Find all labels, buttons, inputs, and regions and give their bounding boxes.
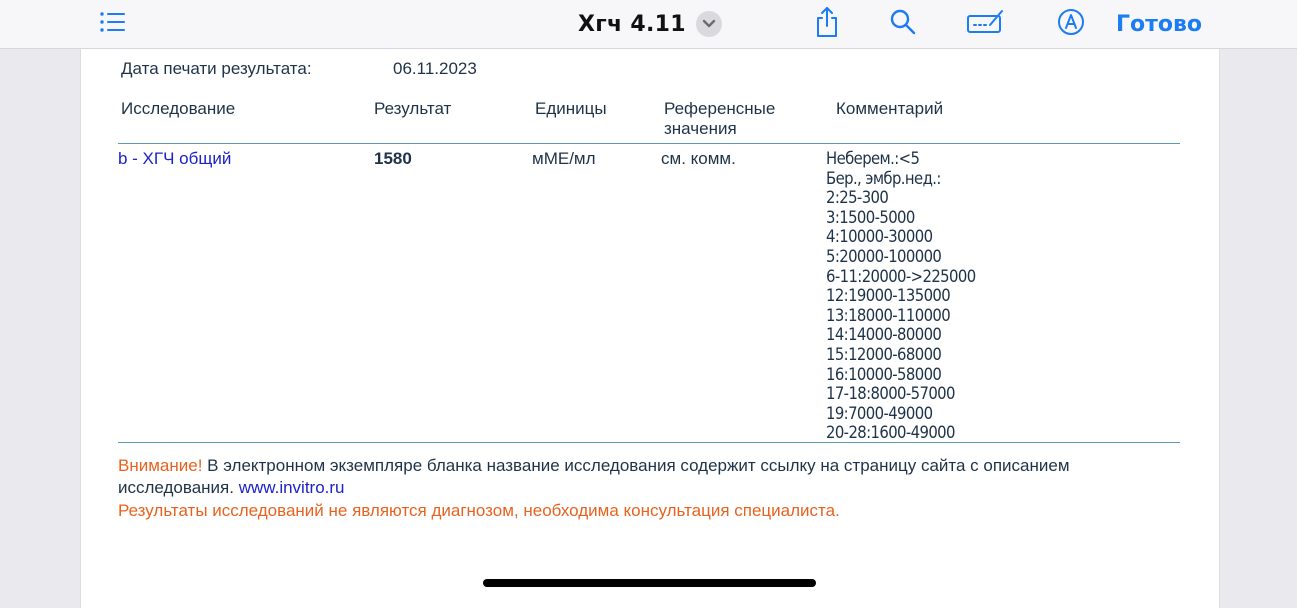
- comment-line: 17-18:8000-57000: [826, 384, 955, 404]
- done-button[interactable]: Готово: [1115, 11, 1203, 37]
- print-date-value: 06.11.2023: [393, 59, 477, 78]
- share-icon: [814, 6, 840, 42]
- comment-line: 19:7000-49000: [826, 403, 933, 423]
- search-icon: [889, 8, 917, 40]
- chevron-down-icon[interactable]: [696, 11, 722, 37]
- comment-line: 2:25-300: [826, 188, 889, 208]
- list-icon: [98, 10, 128, 38]
- column-header-reference: [664, 99, 775, 139]
- comment-line: 3:1500-5000: [826, 207, 915, 227]
- column-header-result: Результат: [374, 99, 452, 118]
- comment-line: 4:10000-30000: [826, 227, 933, 247]
- comment-line: 15:12000-68000: [826, 344, 942, 364]
- markup-button[interactable]: [964, 7, 1008, 41]
- document-title: Хгч 4.11: [578, 11, 686, 37]
- notice-paragraph: [118, 455, 1188, 499]
- disclaimer-text: Результаты исследований не являются диагнозом, необходима консультация специалиста.: [118, 501, 840, 520]
- column-header-units: Единицы: [535, 99, 607, 118]
- table-header-rule: [118, 143, 1180, 144]
- warning-text: В электронном экземпляре бланка название исследования содержит ссылку на страницу сайта с описанием исследования.: [118, 456, 1070, 497]
- invitro-link[interactable]: www.invitro.ru: [238, 478, 345, 497]
- comment-list: [826, 149, 976, 443]
- home-indicator: [483, 579, 816, 587]
- comment-line: 6-11:20000->225000: [826, 266, 976, 286]
- result-value: 1580: [374, 149, 412, 168]
- list-button[interactable]: [96, 7, 130, 41]
- comment-line: 13:18000-110000: [826, 305, 951, 325]
- comment-line: Бер., эмбр.нед.:: [826, 168, 941, 188]
- comment-line: 16:10000-58000: [826, 364, 942, 384]
- toolbar: [0, 0, 1297, 49]
- units-value: мМЕ/мл: [532, 149, 596, 168]
- warning-label: Внимание!: [118, 456, 203, 475]
- column-header-reference-line2: значения: [664, 119, 737, 138]
- document-title-button[interactable]: [578, 6, 722, 42]
- column-header-test: Исследование: [121, 99, 236, 118]
- pen-icon: [1056, 7, 1086, 41]
- share-button[interactable]: [810, 7, 844, 41]
- comment-line: Неберем.:<5: [826, 149, 920, 168]
- column-header-comment: Комментарий: [836, 99, 944, 118]
- comment-line: 14:14000-80000: [826, 325, 942, 345]
- comment-line: 5:20000-100000: [826, 246, 942, 266]
- print-date-label: Дата печати результата:: [121, 59, 312, 78]
- reference-value: см. комм.: [661, 149, 736, 168]
- comment-line: 12:19000-135000: [826, 286, 951, 306]
- document-page: [80, 48, 1220, 608]
- markup-icon: [966, 8, 1006, 40]
- pen-button[interactable]: [1054, 7, 1088, 41]
- search-button[interactable]: [886, 7, 920, 41]
- comment-line: 20-28:1600-49000: [826, 423, 955, 443]
- column-header-reference-line1: Референсные: [664, 99, 776, 118]
- table-bottom-rule: [118, 442, 1180, 443]
- test-name-link[interactable]: b - ХГЧ общий: [118, 149, 232, 168]
